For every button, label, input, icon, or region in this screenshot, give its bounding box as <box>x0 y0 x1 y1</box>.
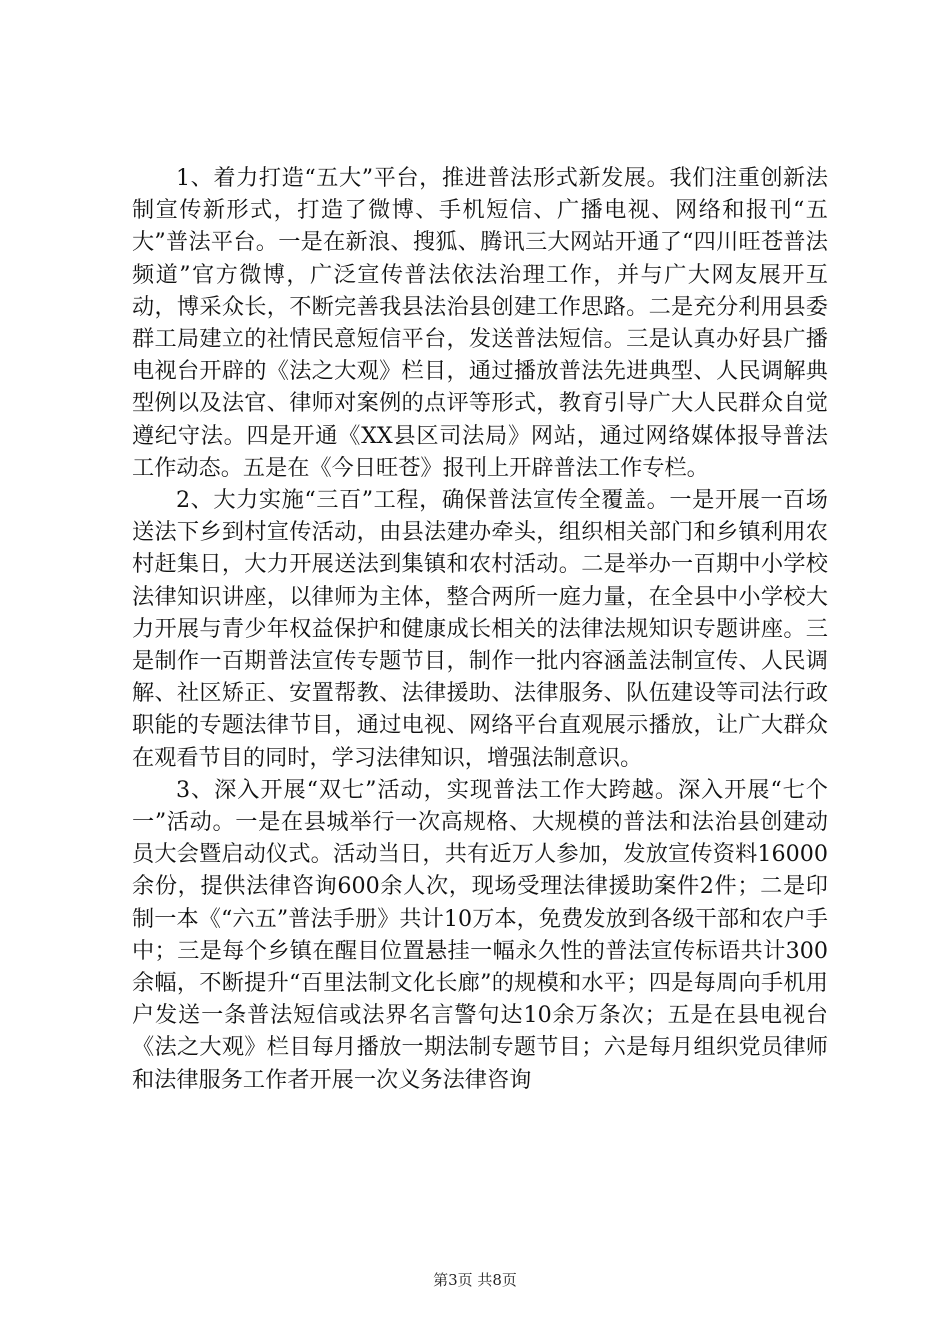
document-body <box>132 162 828 1096</box>
paragraph-2: 2、大力实施“三百”工程，确保普法宣传全覆盖。一是开展一百场送法下乡到村宣传活动，由县法建办牵头，组织相关部门和乡镇利用农村赶集日，大力开展送法到集镇和农村活动。二是举办一百期中小学校法律知识讲座，以律师为主体，整合两所一庭力量，在全县中小学校大力开展与青少年权益保护和健康成长相关的法律法规知识专题讲座。三是制作一百期普法宣传专题节目，制作一批内容涵盖法制宣传、人民调解、社区矫正、安置帮教、法律援助、法律服务、队伍建设等司法行政职能的专题法律节目，通过电视、网络平台直观展示播放，让广大群众在观看节目的同时，学习法律知识，增强法制意识。 <box>132 487 828 771</box>
paragraph-3: 3、深入开展“双七”活动，实现普法工作大跨越。深入开展“七个一”活动。一是在县城举行一次高规格、大规模的普法和法治县创建动员大会暨启动仪式。活动当日，共有近万人参加，发放宣传资料16000余份，提供法律咨询600余人次，现场受理法律援助案件2件；二是印制一本《“六五”普法手册》共计10万本，免费发放到各级干部和农户手中；三是每个乡镇在醒目位置悬挂一幅永久性的普法宣传标语共计300余幅，不断提升“百里法制文化长廊”的规模和水平；四是每周向手机用户发送一条普法短信或法界名言警句达10余万条次；五是在县电视台《法之大观》栏目每月播放一期法制专题节目；六是每月组织党员律师和法律服务工作者开展一次义务法律咨询 <box>132 776 828 1093</box>
paragraph-1: 1、着力打造“五大”平台，推进普法形式新发展。我们注重创新法制宣传新形式，打造了微博、手机短信、广播电视、网络和报刊“五大”普法平台。一是在新浪、搜狐、腾讯三大网站开通了“四川旺苍普法频道”官方微博，广泛宣传普法依法治理工作，并与广大网友展开互动，博采众长，不断完善我县法治县创建工作思路。二是充分利用县委群工局建立的社情民意短信平台，发送普法短信。三是认真办好县广播电视台开辟的《法之大观》栏目，通过播放普法先进典型、人民调解典型例以及法官、律师对案例的点评等形式，教育引导广大人民群众自觉遵纪守法。四是开通《XX县区司法局》网站，通过网络媒体报导普法工作动态。五是在《今日旺苍》报刊上开辟普法工作专栏。 <box>132 165 828 481</box>
page-number-footer: 第3页 共8页 <box>433 1271 517 1289</box>
